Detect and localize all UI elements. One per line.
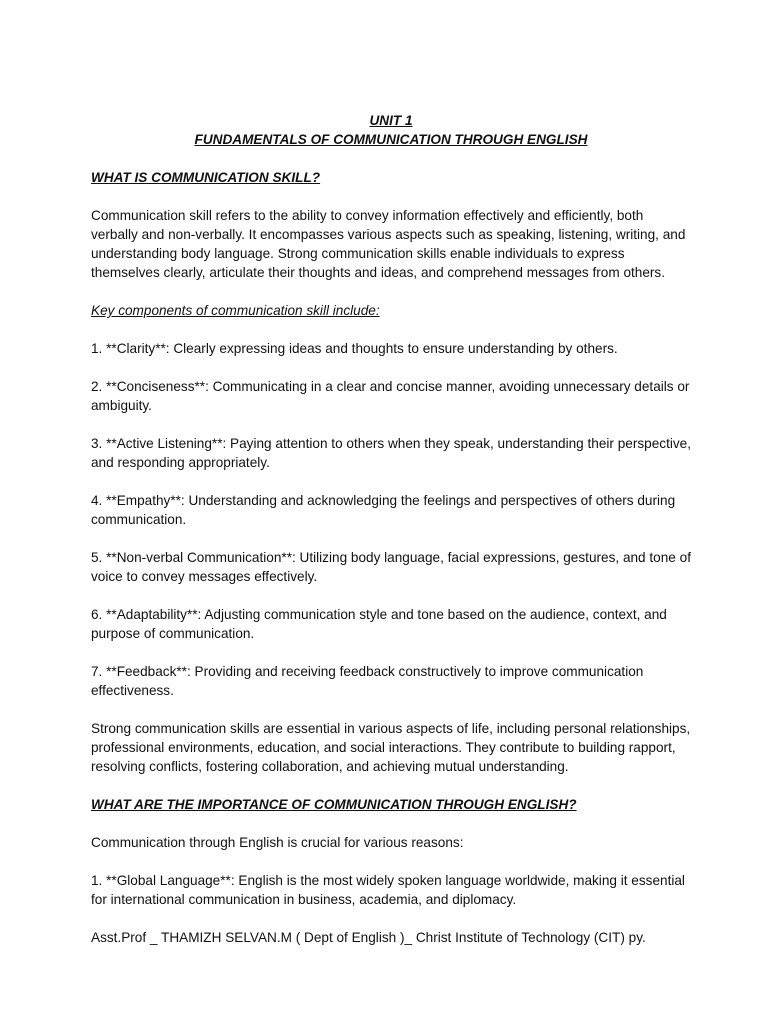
key-components-subheading: Key components of communication skill include: (91, 303, 380, 318)
list-item-active-listening: 3. **Active Listening**: Paying attention to others when they speak, understanding their perspective, and responding appropriately. (91, 436, 692, 470)
title-block (91, 111, 691, 149)
unit-title: UNIT 1 (369, 113, 413, 128)
section-heading-importance: WHAT ARE THE IMPORTANCE OF COMMUNICATION THROUGH ENGLISH? (91, 797, 577, 812)
list-item-non-verbal: 5. **Non-verbal Communication**: Utilizing body language, facial expressions, gestures, and tone of voice to convey messages effectively. (91, 550, 691, 584)
document-page (91, 111, 691, 947)
conclusion-paragraph: Strong communication skills are essential in various aspects of life, including personal relationships, professional environments, education, and social interactions. They contribute to building rapport, resolving conflicts, fostering collaboration, and achieving mutual understanding. (91, 721, 691, 774)
list-item-empathy: 4. **Empathy**: Understanding and acknowledging the feelings and perspectives of others during communication. (91, 493, 676, 527)
author-footer: Asst.Prof _ THAMIZH SELVAN.M ( Dept of English )_ Christ Institute of Technology (CIT) py. (91, 930, 646, 945)
intro-paragraph: Communication skill refers to the ability to convey information effectively and efficiently, both verbally and non-verbally. It encompasses various aspects such as speaking, listening, writing, and understanding body language. Strong communication skills enable individuals to express themselves clearly, articulate their thoughts and ideas, and comprehend messages from others. (91, 208, 686, 280)
section-heading-communication-skill: WHAT IS COMMUNICATION SKILL? (91, 170, 321, 185)
list-item-feedback: 7. **Feedback**: Providing and receiving feedback constructively to improve communication effectiveness. (91, 664, 644, 698)
list-item-conciseness: 2. **Conciseness**: Communicating in a clear and concise manner, avoiding unnecessary details or ambiguity. (91, 379, 690, 413)
importance-intro-paragraph: Communication through English is crucial for various reasons: (91, 835, 464, 850)
list-item-global-language: 1. **Global Language**: English is the most widely spoken language worldwide, making it essential for international communication in business, academia, and diplomacy. (91, 873, 685, 907)
document-subtitle: FUNDAMENTALS OF COMMUNICATION THROUGH ENGLISH (194, 132, 588, 147)
list-item-adaptability: 6. **Adaptability**: Adjusting communication style and tone based on the audience, context, and purpose of communication. (91, 607, 667, 641)
list-item-clarity: 1. **Clarity**: Clearly expressing ideas and thoughts to ensure understanding by others. (91, 341, 618, 356)
